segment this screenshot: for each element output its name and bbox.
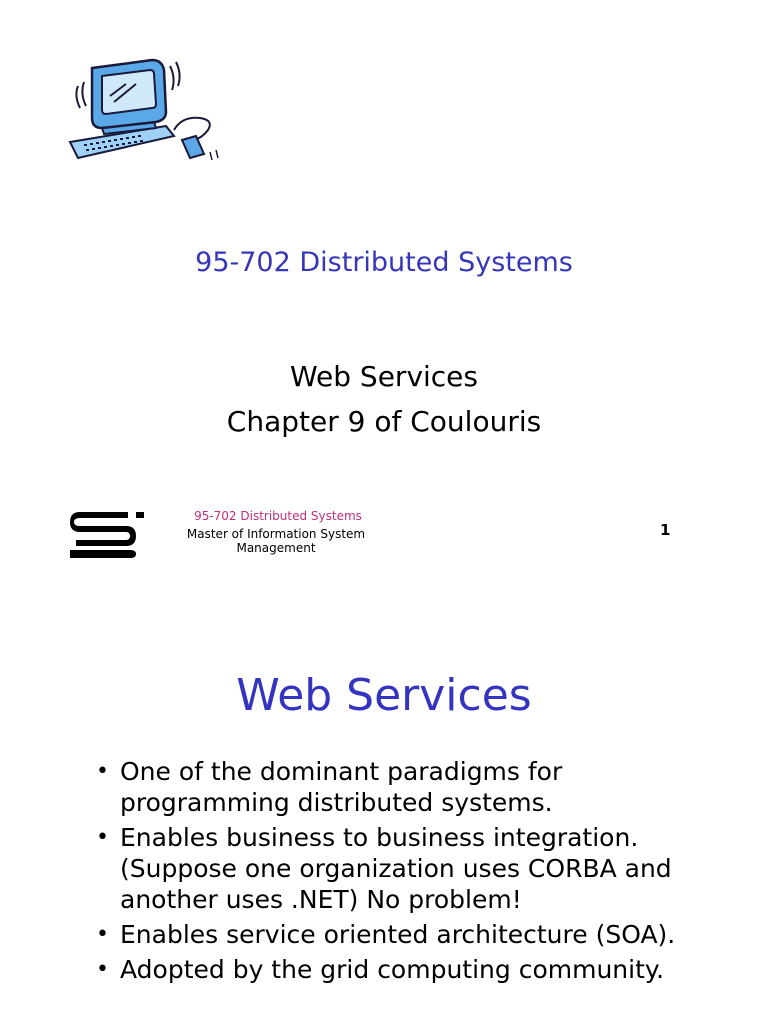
bullet-item [92, 822, 732, 915]
bullet-item [92, 756, 732, 818]
slide-title: Web Services [236, 670, 532, 721]
mism-logo-icon [70, 510, 146, 558]
bullet-item [92, 954, 732, 985]
bullet-text: Enables business to business integration. (Suppose one organization uses CORBA and another uses .NET) No problem! [120, 823, 672, 914]
page-number: 1 [660, 521, 671, 539]
bullet-item [92, 919, 732, 950]
bullet-marker: • [96, 957, 109, 982]
course-title: 95-702 Distributed Systems [195, 247, 573, 278]
bullet-marker: • [96, 759, 109, 784]
subtitle-line-1: Web Services [289, 360, 478, 393]
bullet-list [92, 756, 732, 989]
footer-program-label: Master of Information System Management [186, 527, 366, 555]
footer-course-label: 95-702 Distributed Systems [194, 509, 362, 523]
bullet-text: Enables service oriented architecture (SOA). [120, 920, 676, 949]
computer-clipart-icon [62, 56, 232, 176]
bullet-text: One of the dominant paradigms for programming distributed systems. [120, 757, 563, 817]
subtitle-line-2: Chapter 9 of Coulouris [226, 405, 542, 438]
bullet-marker: • [96, 825, 109, 850]
bullet-marker: • [96, 922, 109, 947]
bullet-text: Adopted by the grid computing community. [120, 955, 665, 984]
